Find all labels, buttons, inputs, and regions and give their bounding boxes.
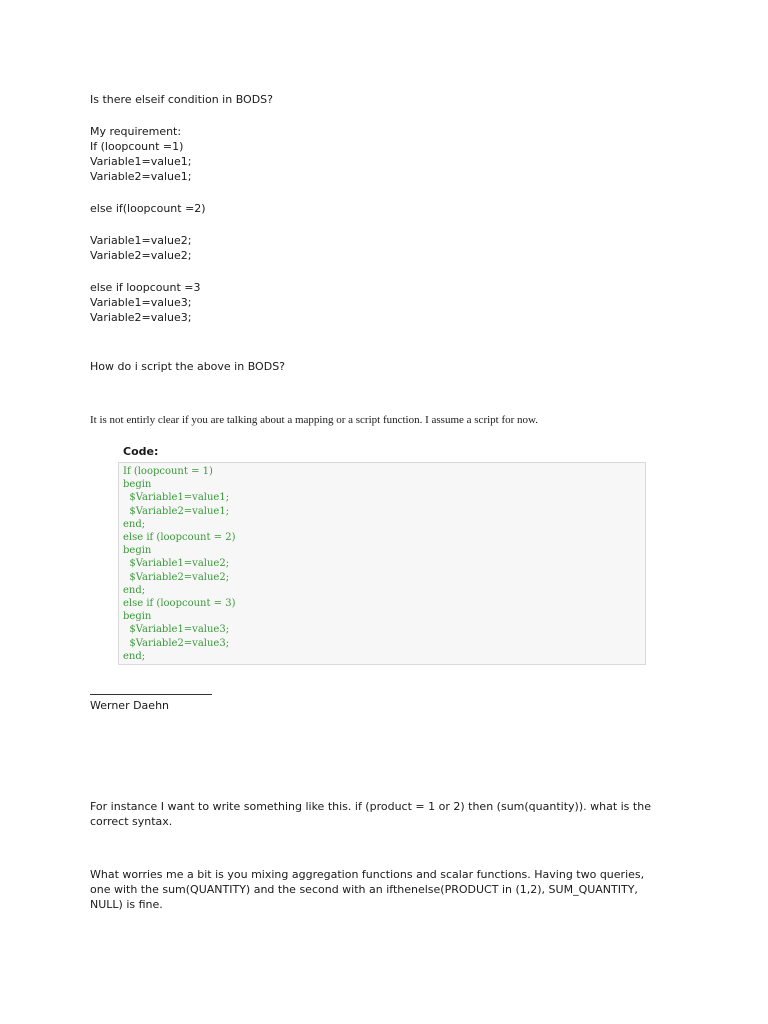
- reply: [90, 867, 690, 912]
- code-line: end;: [123, 518, 146, 530]
- reply-line: NULL) is fine.: [90, 898, 163, 911]
- how-question-text: How do i script the above in BODS?: [90, 360, 286, 373]
- requirement-line: My requirement:: [90, 125, 182, 138]
- signature-name: Werner Daehn: [90, 699, 170, 712]
- elseif-2-line: else if(loopcount =2): [90, 202, 206, 215]
- block-2-line: Variable2=value2;: [90, 249, 192, 262]
- code-line: end;: [123, 584, 146, 596]
- block-3-line: Variable2=value3;: [90, 311, 192, 324]
- signature-divider: [90, 694, 212, 695]
- code-line: begin: [123, 611, 152, 623]
- requirement-block: [90, 124, 690, 184]
- question-title-text: Is there elseif condition in BODS?: [90, 93, 273, 106]
- requirement-line: If (loopcount =1): [90, 140, 184, 153]
- code-block: [118, 462, 646, 665]
- reply-line: one with the sum(QUANTITY) and the second with an ifthenelse(PRODUCT in (1,2), SUM_QUANTITY,: [90, 883, 638, 896]
- elseif-2-block: [90, 201, 690, 216]
- block-3: [90, 280, 690, 325]
- code-line: $Variable2=value1;: [123, 505, 230, 517]
- followup-question: [90, 799, 690, 829]
- code-line: begin: [123, 479, 152, 491]
- code-line: $Variable1=value2;: [123, 558, 230, 570]
- code-line: $Variable2=value2;: [123, 571, 230, 583]
- block-2-line: Variable1=value2;: [90, 234, 192, 247]
- code-line: $Variable2=value3;: [123, 637, 230, 649]
- followup-line: correct syntax.: [90, 815, 173, 828]
- code-line: else if (loopcount = 3): [123, 598, 236, 610]
- reply-line: What worries me a bit is you mixing aggregation functions and scalar functions. Having two queries,: [90, 868, 645, 881]
- code-label: Code:: [123, 445, 159, 458]
- block-3-line: else if loopcount =3: [90, 281, 201, 294]
- block-3-line: Variable1=value3;: [90, 296, 192, 309]
- question-title: [90, 92, 690, 107]
- how-question: [90, 359, 690, 374]
- signature: [90, 698, 690, 713]
- code-line: $Variable1=value3;: [123, 624, 230, 636]
- answer-intro-text: It is not entirly clear if you are talking about a mapping or a script function. I assume a script for now.: [90, 414, 539, 426]
- requirement-line: Variable1=value1;: [90, 155, 192, 168]
- code-line: $Variable1=value1;: [123, 492, 230, 504]
- requirement-line: Variable2=value1;: [90, 170, 192, 183]
- followup-line: For instance I want to write something like this. if (product = 1 or 2) then (sum(quantity)). what is the: [90, 800, 651, 813]
- code-line: If (loopcount = 1): [123, 466, 213, 477]
- code-line: end;: [123, 650, 146, 662]
- block-2: [90, 233, 690, 263]
- code-line: else if (loopcount = 2): [123, 532, 236, 544]
- answer-intro: [90, 413, 690, 427]
- code-line: begin: [123, 545, 152, 557]
